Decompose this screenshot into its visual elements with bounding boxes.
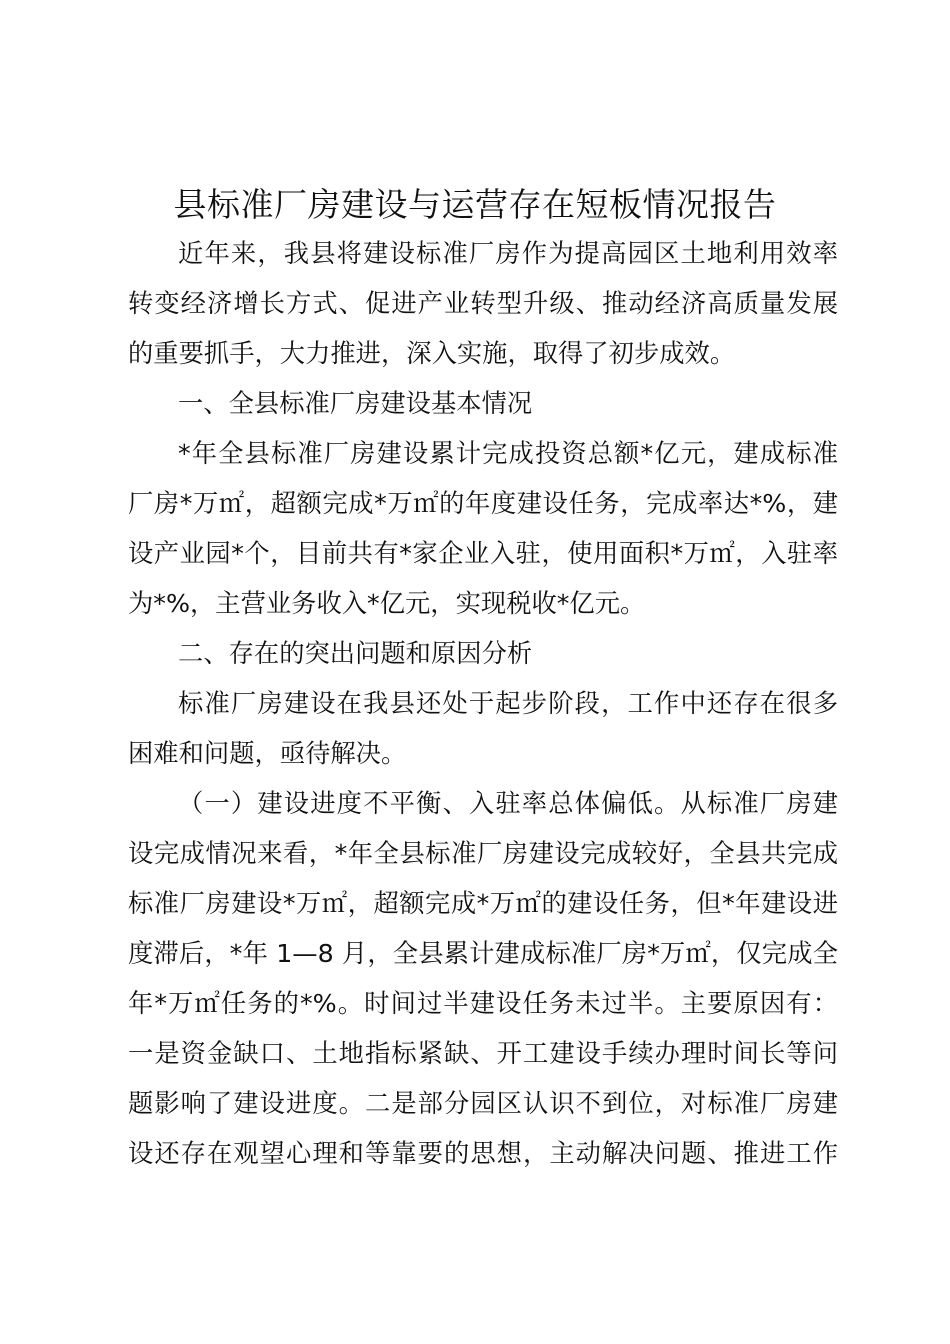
paragraph-line: 转变经济增长方式、促进产业转型升级、推动经济高质量发展 [128, 289, 838, 318]
paragraph-line: 一是资金缺口、土地指标紧缺、开工建设手续办理时间长等问 [128, 1039, 838, 1068]
paragraph-line: 年*万㎡任务的*%。时间过半建设任务未过半。主要原因有： [128, 989, 838, 1018]
paragraph-line: 近年来，我县将建设标准厂房作为提高园区土地利用效率 [178, 239, 838, 268]
document-title: 县标准厂房建设与运营存在短板情况报告 [173, 185, 777, 224]
paragraph-line: 的重要抓手，大力推进，深入实施，取得了初步成效。 [128, 339, 736, 368]
paragraph-line: *年全县标准厂房建设累计完成投资总额*亿元，建成标准 [178, 439, 838, 468]
paragraph-line: 困难和问题，亟待解决。 [128, 739, 407, 768]
paragraph-line: 设完成情况来看，*年全县标准厂房建设完成较好，全县共完成 [128, 839, 838, 868]
paragraph-line: 题影响了建设进度。二是部分园区认识不到位，对标准厂房建 [128, 1089, 838, 1118]
paragraph-line: 度滞后，*年 1—8 月，全县累计建成标准厂房*万㎡，仅完成全 [128, 939, 838, 968]
paragraph-line: 厂房*万㎡，超额完成*万㎡的年度建设任务，完成率达*%，建 [128, 489, 838, 518]
paragraph-line: 为*%，主营业务收入*亿元，实现税收*亿元。 [128, 589, 646, 618]
section-heading: 二、存在的突出问题和原因分析 [178, 639, 533, 668]
paragraph-line: 设产业园*个，目前共有*家企业入驻，使用面积*万㎡，入驻率 [128, 539, 838, 568]
paragraph-line: 标准厂房建设在我县还处于起步阶段，工作中还存在很多 [178, 689, 838, 718]
paragraph-line: 设还存在观望心理和等靠要的思想，主动解决问题、推进工作 [128, 1139, 838, 1168]
paragraph-line: （一）建设进度不平衡、入驻率总体偏低。从标准厂房建 [178, 789, 838, 818]
section-heading: 一、全县标准厂房建设基本情况 [178, 389, 533, 418]
paragraph-line: 标准厂房建设*万㎡，超额完成*万㎡的建设任务，但*年建设进 [128, 889, 838, 918]
